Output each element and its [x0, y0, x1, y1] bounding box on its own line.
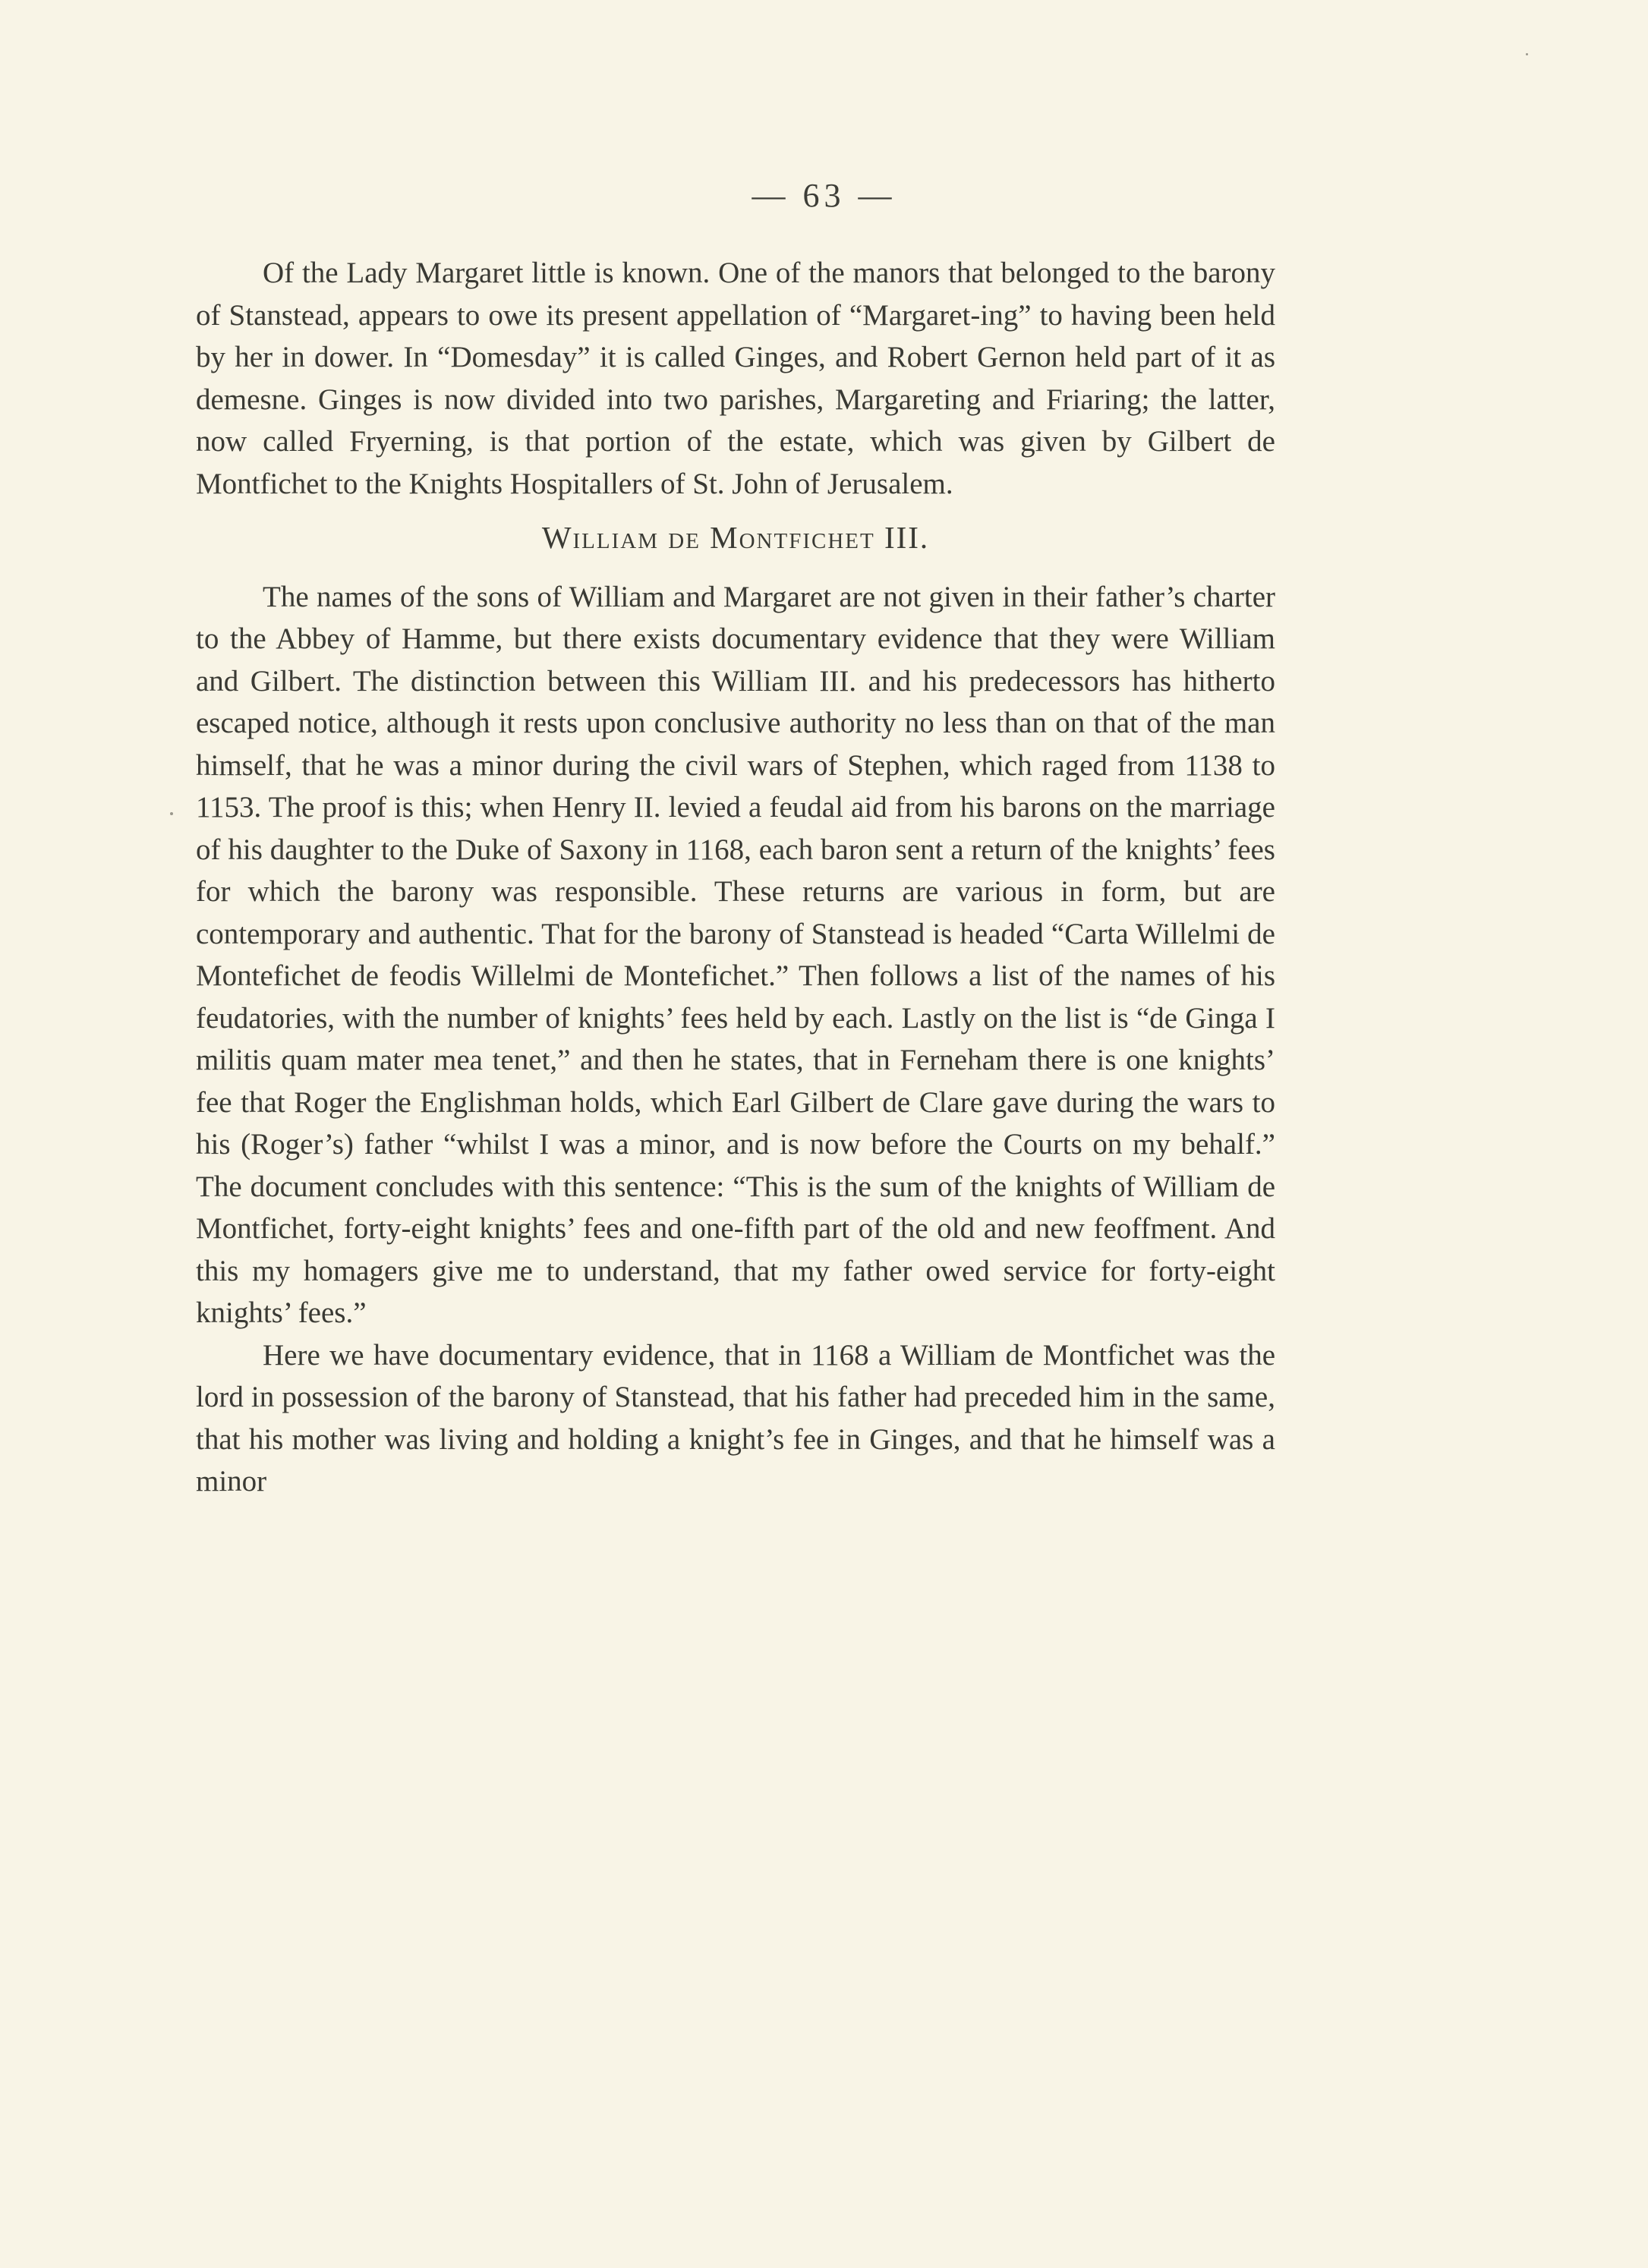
body-text	[196, 252, 1275, 1503]
paragraph-documentary-evidence: Here we have documentary evidence, that in 1168 a William de Montfichet was the lord in possession of the barony of Stanstead, that his father had preceded him in the same, that his mother was living and holding a knight’s fee in Ginges, and that he himself was a minor	[196, 1338, 1275, 1498]
page-number: — 63 —	[752, 177, 896, 214]
section-heading: William de Montfichet III.	[541, 520, 930, 555]
paragraph-sons-of-william: The names of the sons of William and Margaret are not given in their father’s charter to the Abbey of Hamme, but there exists documentary evidence that they were William and Gilbert. The distinction between this William III. and his predecessors has hitherto escaped notice, although it rests upon conclusive authority no less than on that of the man himself, that he was a minor during the civil wars of Stephen, which raged from 1138 to 1153. The proof is this; when Henry II. levied a feudal aid from his barons on the marriage of his daughter to the Duke of Saxony in 1168, each baron sent a return of the knights’ fees for which the barony was responsible. These returns are various in form, but are contemporary and authentic. That for the barony of Stanstead is headed “Carta Willelmi de Montefichet de feodis Willelmi de Montefichet.” Then follows a list of the names of his feudatories, with the number of knights’ fees held by each. Lastly on the list is “de Ginga I militis quam mater mea tenet,” and then he states, that in Ferneham there is one knights’ fee that Roger the Englishman holds, which Earl Gilbert de Clare gave during the wars to his (Roger’s) father “whilst I was a minor, and is now before the Courts on my behalf.” The document concludes with this sentence: “This is the sum of the knights of William de Montfichet, forty-eight knights’ fees and one-fifth part of the old and new feoffment. And this my homagers give me to understand, that my father owed service for forty-eight knights’ fees.”	[196, 580, 1275, 1329]
paper-speck	[1526, 53, 1528, 55]
paragraph-lady-margaret: Of the Lady Margaret little is known. One of the manors that belonged to the barony of Stanstead, appears to owe its present appellation of “Margaret-ing” to having been held by her in dower. In “Domesday” it is called Ginges, and Robert Gernon held part of it as demesne. Ginges is now divided into two parishes, Margareting and Friaring; the latter, now called Fryerning, is that portion of the estate, which was given by Gilbert de Montfichet to the Knights Hospitallers of St. John of Jerusalem.	[196, 257, 1275, 500]
paper-speck	[170, 812, 173, 815]
